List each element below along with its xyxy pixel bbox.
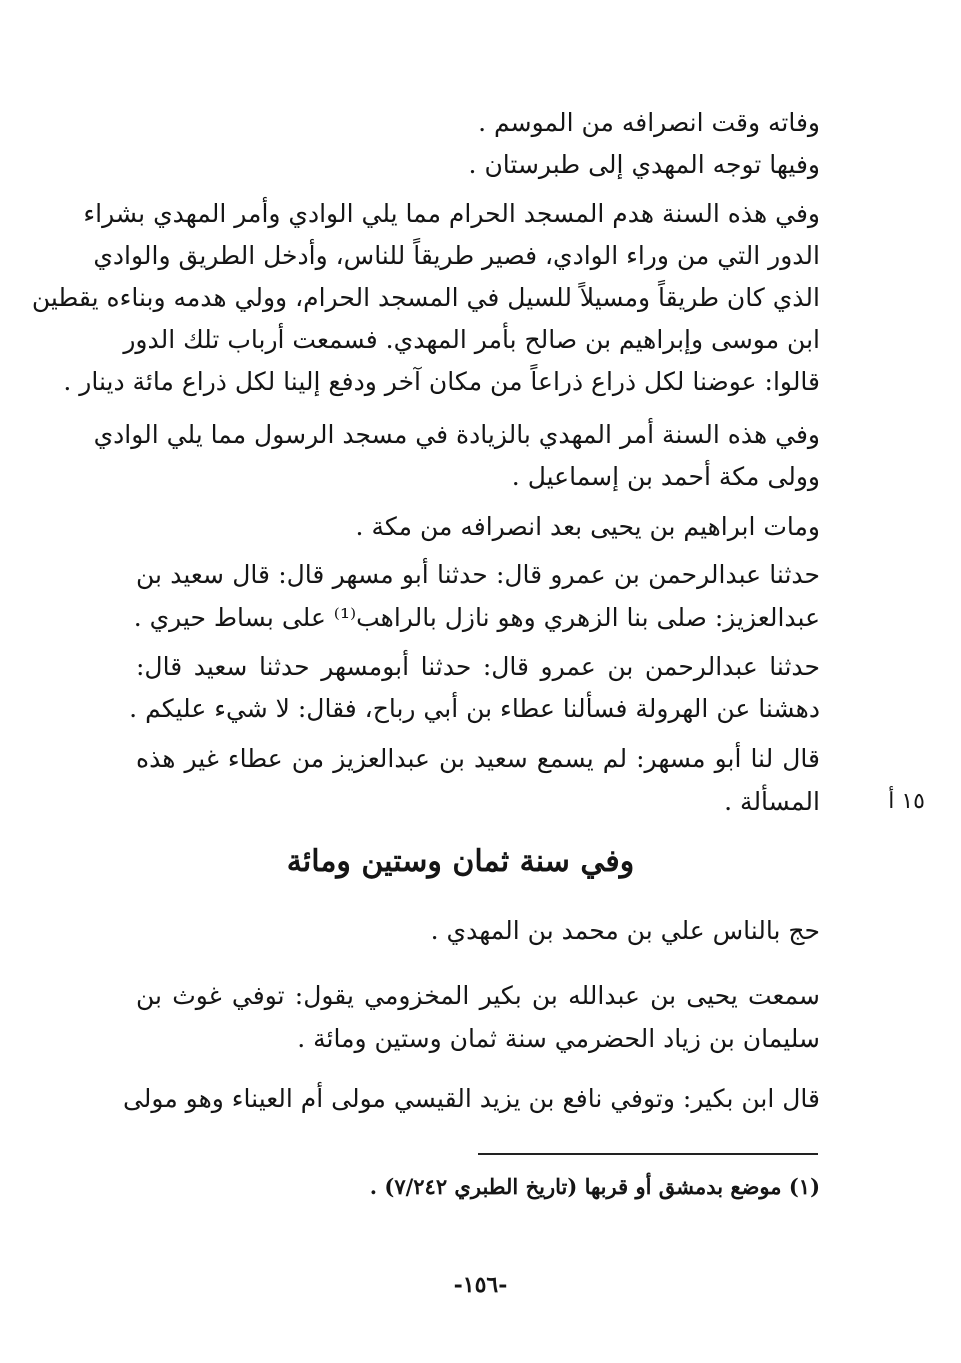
text-line: وفي هذه السنة أمر المهدي بالزيادة في مسجد الرسول مما يلي الوادي — [93, 420, 820, 449]
footnote: (١) موضع بدمشق أو قربها (تاريخ الطبري ٧/٢٤٢) . — [369, 1174, 820, 1199]
text-line: المسألة . — [724, 787, 820, 816]
section-heading: وفي سنة ثمان وستين ومائة — [286, 844, 635, 879]
text-line: الذي كان طريقاً ومسيلاً للسيل في المسجد الحرام، وولي هدمه وبناءه يقطين — [31, 283, 820, 312]
text-line: ابن موسى وإبراهيم بن صالح بأمر المهدي. فسمعت أرباب تلك الدور — [123, 325, 820, 354]
text-line: دهشنا عن الهرولة فسألنا عطاء بن أبي رباح، فقال: لا شيء عليكم . — [129, 694, 820, 723]
text-line: حدثنا عبدالرحمن بن عمرو قال: حدثنا أبو مسهر قال: قال سعيد بن — [136, 560, 820, 589]
text-line: قال ابن بكير: وتوفي نافع بن يزيد القيسي مولى أم العيناء وهو مولى — [122, 1084, 820, 1113]
text-line: وولى مكة أحمد بن إسماعيل . — [511, 462, 820, 491]
text-line: عبدالعزيز: صلى بنا الزهري وهو نازل بالراهب⁽¹⁾ على بساط حيري . — [133, 603, 820, 632]
text-line: وفاته وقت انصرافه من الموسم . — [478, 108, 820, 137]
text-line: حج بالناس علي بن محمد بن المهدي . — [430, 916, 820, 945]
text-line: سمعت يحيى بن عبدالله بن بكير المخزومي يقول: توفي غوث بن — [136, 981, 820, 1010]
text-line: وفيها توجه المهدي إلى طبرستان . — [468, 150, 820, 179]
folio-marker: ١٥ أ — [888, 789, 925, 814]
text-line: الدور التي من وراء الوادي، فصير طريقاً للناس، وأدخل الطريق والوادي — [93, 241, 820, 270]
text-line: سليمان بن زياد الحضرمي سنة ثمان وستين ومائة . — [297, 1024, 820, 1053]
text-line: ومات ابراهيم بن يحيى بعد انصرافه من مكة . — [355, 512, 820, 541]
footnote-divider — [478, 1153, 818, 1155]
page-number: -١٥٦- — [453, 1272, 508, 1298]
text-line: قال لنا أبو مسهر: لم يسمع سعيد بن عبدالعزيز من عطاء غير هذه — [136, 744, 820, 773]
text-line: قالوا: عوضنا لكل ذراع ذراعاً من مكان آخر ودفع إلينا لكل ذراع مائة دينار . — [63, 367, 820, 396]
text-line: وفي هذه السنة هدم المسجد الحرام مما يلي الوادي وأمر المهدي بشراء — [83, 199, 820, 228]
text-line: حدثنا عبدالرحمن بن عمرو قال: حدثنا أبومسهر حدثنا سعيد قال: — [136, 652, 820, 681]
